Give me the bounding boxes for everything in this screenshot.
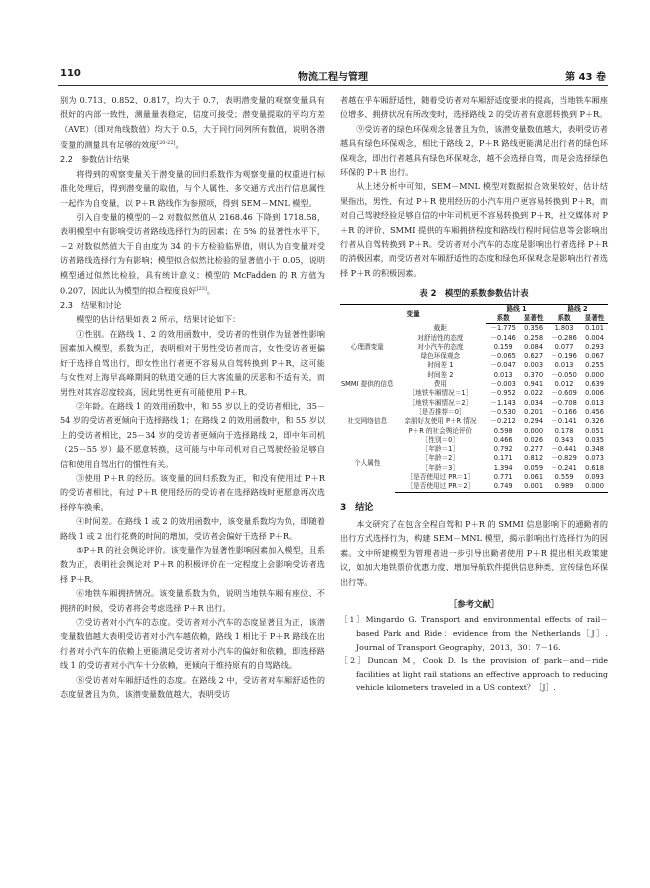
table-cell: －0.166	[551, 407, 577, 416]
table-row	[340, 408, 608, 417]
table-cell: 0.201	[524, 407, 544, 416]
section-heading-3: 3 结论	[340, 502, 374, 513]
table-cell: 0.073	[585, 454, 604, 463]
paragraph: 本文研究了在包含全程自驾和 P＋R 的 SMMI 信息影响下的通勤者的出行方式选择行为，构建 SEM－MNL 模型，揭示影响出行选择行为的因素。文中所建模型为管理者进一步引导出勤者使用 P＋R 提出相关政策建议，如加大地铁票价优惠力度、增加导航软件提供信息种类、宣传绿色环保出行等。	[340, 519, 608, 587]
table-header-sig: 显著性	[581, 314, 608, 324]
paragraph: ④时间差。在路线 1 或 2 的效用函数中，该变量系数均为负，即随着路线 1 或 2 出行花费的时间的增加，受访者会偏好于选择 P＋R。	[60, 516, 325, 541]
table-cell: 0.639	[585, 380, 604, 389]
paragraph: 者越在乎车厢舒适性，随着受访者对车厢舒适度要求的提高，当地铁车厢座位增多、拥挤状况有所改变时，选择路线 2 的受访者有意愿转换到 P＋R。	[340, 95, 608, 120]
table-cell: 0.618	[585, 463, 604, 472]
citation: [20-22]	[157, 140, 176, 147]
reference-item: ［2］Duncan M，Cook D. Is the provision of park－and－ride facilities at light rail stations an effective approach to reducing vehicle kilometers traveled in a US context？［J］.	[340, 656, 608, 693]
running-header	[58, 68, 608, 84]
table-cell: 0.003	[524, 361, 544, 370]
table-cell: －0.530	[490, 407, 516, 416]
paragraph: ⑨受访者的绿色环保观念显著且为负，该潜变量数值越大，表明受访者越具有绿色环保观念，相比于路线 2，P＋R 路线更能满足出行者的绿色环保观念，即出行者越具有绿色环保观念，越不会选择自驾，而是会选择绿色环保的 P＋R 出行。	[340, 123, 608, 178]
table-cell: 0.326	[585, 417, 604, 426]
table-cell: 0.051	[585, 426, 604, 435]
table-cell: 0.178	[554, 426, 574, 435]
coefficient-table	[340, 304, 608, 493]
table-cell: 0.012	[554, 380, 574, 389]
table-cell: ［地铁车厢情况＝2］	[408, 398, 473, 407]
table-cell: 0.059	[524, 463, 544, 472]
table-cell: 0.000	[524, 426, 544, 435]
citation: [23]	[196, 285, 207, 292]
table-cell: 0.277	[524, 445, 544, 454]
table-cell: －0.141	[551, 417, 577, 426]
table-cell: 0.077	[554, 342, 574, 351]
reference-item: ［1］Mingardo G. Transport and environmental effects of rail－based Park and Ride：evidence from the Netherlands［J］. Journal of Transport Geography，2013，30：7－16.	[340, 615, 608, 652]
table-cell: 0.255	[585, 361, 604, 370]
table-cell: －0.829	[551, 454, 577, 463]
paragraph: 模型的估计结果如表 2 所示，结果讨论如下：	[76, 314, 241, 325]
table-cell: 1.394	[493, 463, 513, 472]
table-cell: ［年龄＝2］	[421, 454, 459, 463]
paragraph: 别为 0.713、0.852、0.817，均大于 0.7，表明潜变量的观察变量具有很好的内部一致性，测量量表稳定，信度可接受；潜变量提取的平均方差（AVE）（即对角线数值）均大于 0.5，大于同行同列所有数值，说明各潜变量的测量具有足够的效度[20-22]。	[60, 95, 325, 150]
table-cell: 0.022	[524, 389, 544, 398]
table-cell: 绿色环保观念	[420, 352, 461, 361]
table-cell: 0.749	[486, 482, 520, 492]
table-cell: 0.456	[585, 407, 604, 416]
table-cell: 对舒适性的态度	[417, 333, 464, 342]
table-cell: ［是否使用过 PR＝1］	[406, 473, 475, 482]
table-cell: 0.006	[585, 389, 604, 398]
table-cell: 0.370	[524, 370, 544, 379]
table-cell: P＋R 的社会舆论评价	[408, 426, 473, 435]
paragraph: ①性别。在路线 1、2 的效用函数中，受访者的性别作为显著性影响因素加入模型，系数为正，表明相对于男性受访者而言，女性受访者更偏好于选择自驾出行，即女性出行者更不容易从自驾转换到 P＋R，这可能与女性对上海早高峰期间的轨道交通的巨大客流量的厌恶和不适有关，而男性对其容忍度较高，因此男性更有可能使用 P＋R。	[60, 328, 325, 397]
table-cell: －0.050	[551, 370, 577, 379]
table-header-variable: 变量	[340, 304, 486, 324]
table-cell: －0.196	[551, 352, 577, 361]
table-cell: 0.356	[524, 324, 544, 333]
paragraph: ②年龄。在路线 1 的效用函数中，和 55 岁以上的受访者相比，35－54 岁的受访者更倾向于选择路线 1；在路线 2 的效用函数中，和 55 岁以上的受访者相比，25－34 岁的受访者更倾向于选择路线 2，即中年司机（25－55 岁）最不愿意转换，这可能与中年司机对自己驾驶经验足够自信和使用自驾出行的惯性有关。	[60, 400, 325, 469]
table-cell: 0.093	[585, 473, 604, 482]
table-cell: －0.047	[490, 361, 516, 370]
table-cell: －0.286	[551, 333, 577, 342]
table-cell: 0.013	[554, 361, 574, 370]
paragraph: ⑥地铁车厢拥挤情况。该变量系数为负，说明当地铁车厢有座位、不拥挤的时候，受访者将会考虑选择 P＋R 出行。	[60, 588, 325, 613]
table-cell: －0.003	[490, 380, 516, 389]
table-group-label: 个人属性	[354, 459, 381, 468]
table-cell: －0.441	[551, 445, 577, 454]
table-header-sig: 显著性	[520, 314, 547, 324]
table-cell: 截距	[433, 324, 447, 333]
table-cell: 对小汽车的态度	[417, 342, 464, 351]
references-heading: ［参考文献］	[448, 599, 500, 610]
journal-name: 物流工程与管理	[298, 72, 368, 83]
table-group-label: SMMI 提供的信息	[341, 380, 394, 389]
table-cell: 0.598	[493, 426, 513, 435]
table-cell: 0.771	[493, 473, 513, 482]
section-heading-2-3: 2.3 结果和讨论	[60, 300, 122, 311]
volume-label: 第 43 卷	[565, 72, 606, 83]
table-cell: －0.065	[490, 352, 516, 361]
table-row	[340, 361, 608, 370]
table-cell: 0.466	[493, 435, 513, 444]
table-cell: 0.627	[524, 352, 544, 361]
table-cell: 0.026	[524, 435, 544, 444]
table-cell: 时间差 2	[427, 370, 454, 379]
table-cell: 0.001	[520, 482, 547, 492]
section-heading-2-2: 2.2 参数估计结果	[60, 154, 130, 165]
table-header-route2: 路线 2	[547, 304, 608, 314]
table-row	[340, 436, 608, 445]
paragraph: 将得到的观察变量关于潜变量的回归系数作为观察变量的权重进行标准化处理后，得到潜变量的取值，与个人属性、多交通方式出行信息属性一起作为自变量，以 P＋R 路线作为参照项，得到 SEM－MNL 模型。	[60, 168, 325, 208]
table-header-route1: 路线 1	[486, 304, 547, 314]
table-cell: －0.212	[490, 417, 516, 426]
table-row	[340, 324, 608, 334]
page-number: 110	[60, 68, 81, 79]
table-cell: ［是否推荐＝0］	[415, 407, 466, 416]
table-header-coef: 系数	[547, 314, 581, 324]
table-cell: 0.258	[524, 333, 544, 342]
table-cell: 亲朋好友使用 P＋R 情况	[404, 417, 477, 426]
right-column	[340, 93, 608, 695]
table-cell: 0.171	[493, 454, 513, 463]
table-cell	[340, 324, 395, 334]
table-cell: 0.293	[585, 342, 604, 351]
table-cell: 0.061	[524, 473, 544, 482]
table-group-label: 社交网络信息	[347, 417, 388, 426]
paragraph: 引入自变量的模型的－2 对数似然值从 2168.46 下降到 1718.58，表明模型中有影响受访者路线选择行为的因素；在 5% 的显著性水平下，－2 对数似然值大于自由度为 34 的卡方检验临界值，则认为自变量对受访者路线选择行为有影响；模型拟合似然比检验的显著值小于 0.05，说明模型通过似然比检验，具有统计意义；模型的 McFadden 的 R 方值为 0.207，因此认为模型的拟合程度良好[23]。	[60, 211, 325, 296]
table-cell: ［年龄＝3］	[421, 463, 459, 472]
table-cell: －0.952	[490, 389, 516, 398]
table-cell: ［是否使用过 PR＝2］	[395, 482, 487, 492]
table-row	[340, 334, 608, 343]
table-cell: 0.343	[554, 435, 574, 444]
paragraph: ⑤P＋R 的社会舆论评价。该变量作为显著性影响因素加入模型，且系数为正，表明社会舆论对 P＋R 的积极评价在一定程度上会影响受访者选择 P＋R。	[60, 544, 325, 584]
paragraph: ⑧受访者对车厢舒适性的态度。在路线 2 中，受访者对车厢舒适性的态度显著且为负，该潜变量数值越大，表明受访	[60, 674, 325, 700]
table-cell: 时间差 1	[427, 361, 454, 370]
table-cell: 0.792	[493, 445, 513, 454]
table-cell: 0.159	[493, 342, 513, 351]
table-cell: 0.000	[585, 370, 604, 379]
table-cell: 0.559	[554, 473, 574, 482]
table-cell: 1.803	[554, 324, 574, 333]
table-cell: －0.708	[551, 398, 577, 407]
table-cell: 0.812	[524, 454, 544, 463]
table-cell: －0.241	[551, 463, 577, 472]
table-cell: ［性别＝0］	[421, 435, 459, 444]
table-cell: ［年龄＝1］	[421, 445, 459, 454]
table-cell: －1.775	[490, 324, 516, 333]
paragraph: ⑦受访者对小汽车的态度。受访者对小汽车的态度显著且为正，该潜变量数值越大表明受访者对小汽车越依赖，路线 1 相比于 P＋R 路线在出行者对小汽车的依赖上更能满足受访者对小汽车的偏好和依赖，即选择路线 1 的受访者对小汽车十分依赖，更倾向于维持原有的自驾路线。	[60, 617, 325, 671]
table-cell: 0.084	[524, 342, 544, 351]
table-cell: 0.101	[585, 324, 604, 333]
paragraph: ③使用 P＋R 的经历。该变量的回归系数为正，和没有使用过 P＋R 的受访者相比，有过 P＋R 使用经历的受访者在选择路线时更愿意再次选择停车换乘。	[60, 472, 325, 512]
table-cell: 费用	[433, 380, 447, 389]
table-cell: 0.013	[493, 370, 513, 379]
table-cell: 0.941	[524, 380, 544, 389]
table-cell: 0.348	[585, 445, 604, 454]
table-cell: 0.067	[585, 352, 604, 361]
table-caption: 表 2 模型的系数参数估计表	[419, 288, 529, 299]
table-cell: 0.000	[581, 482, 608, 492]
table-cell: ［地铁车厢情况＝1］	[408, 389, 473, 398]
paragraph: 从上述分析中可知，SEM－MNL 模型对数据拟合效果较好，估计结果指出，男性、有过 P＋R 使用经历的小汽车用户更容易转换到 P＋R，而对自己驾驶经验足够自信的中年司机更不容易转换到 P＋R，社交媒体对 P＋R 的评价、SMMI 提供的车厢拥挤程度和路线行程时间信息等会影响出行者从自驾转换到 P＋R。受访者对小汽车的态度是影响出行者选择 P＋R 的消极因素，而受访者对车厢舒适性的态度和绿色环保观念是影响出行者选择 P＋R 的积极因素。	[340, 181, 608, 278]
table-cell: －0.609	[551, 389, 577, 398]
table-cell: 0.004	[585, 333, 604, 342]
table-group-label: 心理潜变量	[350, 342, 384, 351]
table-cell: 0.013	[585, 398, 604, 407]
header-rule	[58, 85, 608, 86]
table-cell: －0.146	[490, 333, 516, 342]
table-cell: 0.294	[524, 417, 544, 426]
left-column	[60, 93, 325, 701]
table-cell: －1.143	[490, 398, 516, 407]
table-cell: 0.034	[524, 398, 544, 407]
table-header-coef: 系数	[486, 314, 520, 324]
table-cell: 0.035	[585, 435, 604, 444]
table-cell: 0.989	[547, 482, 581, 492]
